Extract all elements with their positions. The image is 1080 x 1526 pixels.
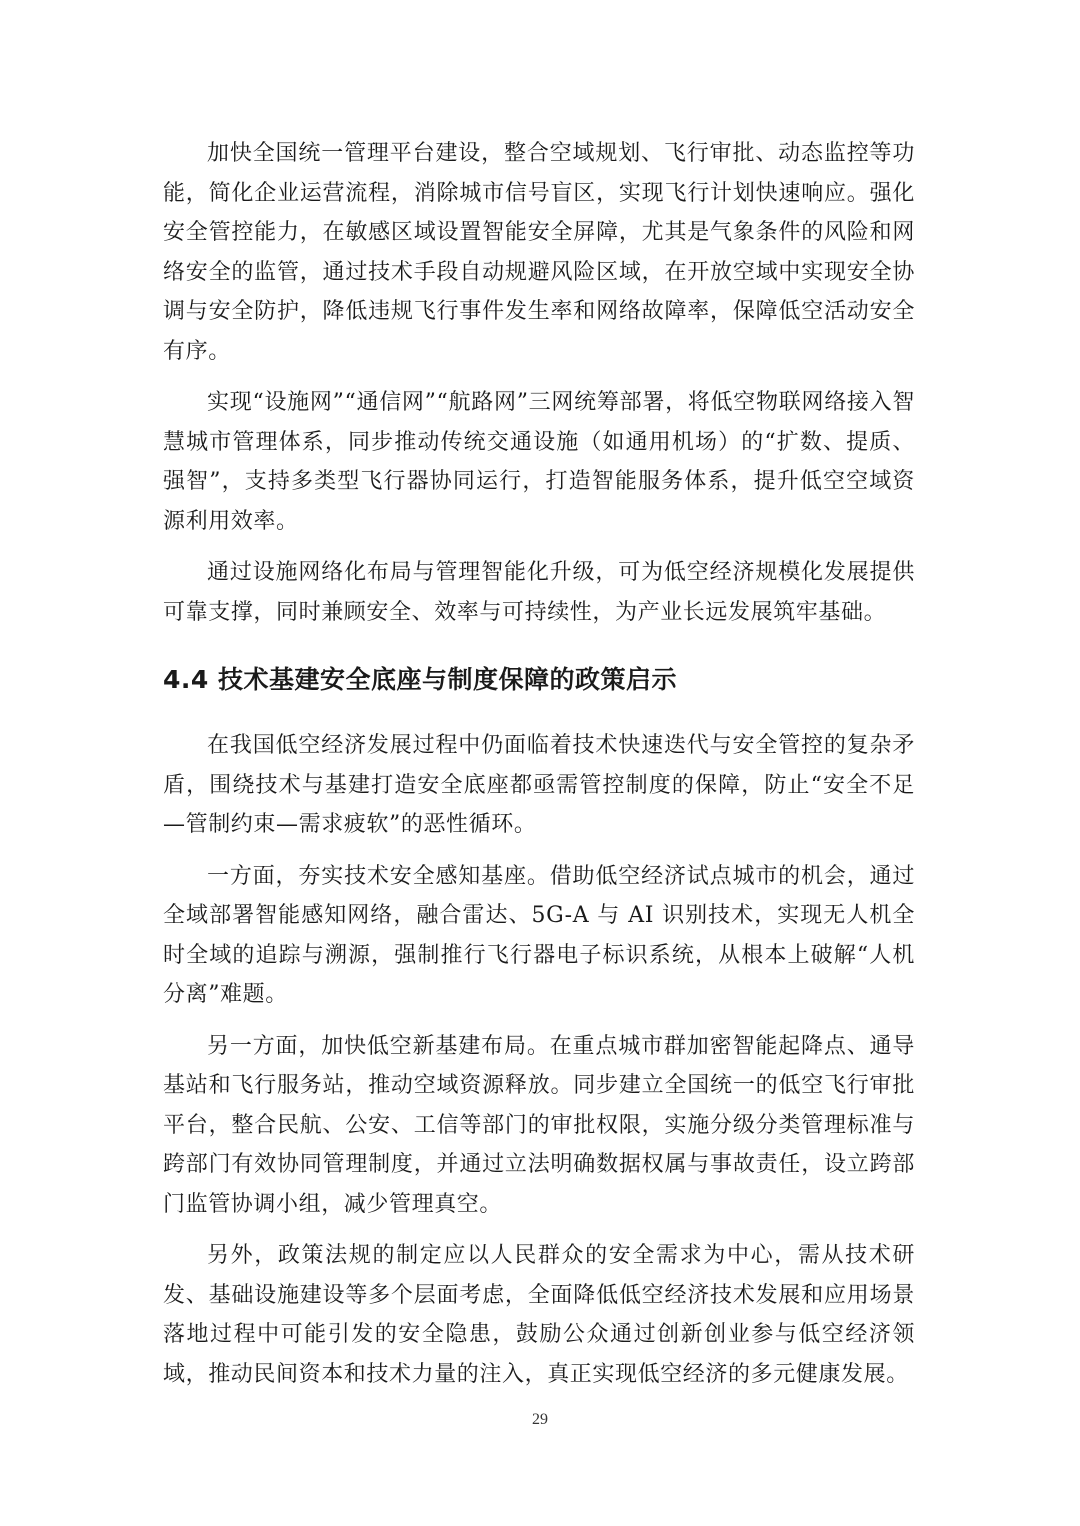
paragraph-platform-construction: 加快全国统一管理平台建设，整合空域规划、飞行审批、动态监控等功能，简化企业运营流程，消除城市信号盲区，实现飞行计划快速响应。强化安全管控能力，在敏感区域设置智能安全屏障，尤其是气象条件的风险和网络安全的监管，通过技术手段自动规避风险区域，在开放空域中实现安全协调与安全防护，降低违规飞行事件发生率和网络故障率，保障低空活动安全有序。 [163,141,915,364]
page-number: 29 [532,1411,548,1428]
section-heading: 4.4 技术基建安全底座与制度保障的政策启示 [163,665,677,694]
page-content [163,134,915,1406]
paragraph-policy-regulation: 另外，政策法规的制定应以人民群众的安全需求为中心，需从技术研发、基础设施建设等多个层面考虑，全面降低低空经济技术发展和应用场景落地过程中可能引发的安全隐患，鼓励公众通过创新创业参与低空经济领域，推动民间资本和技术力量的注入，真正实现低空经济的多元健康发展。 [163,1243,915,1387]
paragraph-new-infrastructure: 另一方面，加快低空新基建布局。在重点城市群加密智能起降点、通导基站和飞行服务站，推动空域资源释放。同步建立全国统一的低空飞行审批平台，整合民航、公安、工信等部门的审批权限，实施分级分类管理标准与跨部门有效协同管理制度，并通过立法明确数据权属与事故责任，设立跨部门监管协调小组，减少管理真空。 [163,1033,915,1217]
paragraph-network-layout: 通过设施网络化布局与管理智能化升级，可为低空经济规模化发展提供可靠支撑，同时兼顾安全、效率与可持续性，为产业长远发展筑牢基础。 [163,560,915,625]
paragraph-sensing-base: 一方面，夯实技术安全感知基座。借助低空经济试点城市的机会，通过全域部署智能感知网络，融合雷达、5G-A 与 AI 识别技术，实现无人机全时全域的追踪与溯源，强制推行飞行器电子标识系统，从根本上破解“人机分离”难题。 [163,863,915,1007]
paragraph-three-networks: 实现“设施网”“通信网”“航路网”三网统筹部署，将低空物联网络接入智慧城市管理体系，同步推动传统交通设施（如通用机场）的“扩数、提质、强智”，支持多类型飞行器协同运行，打造智能服务体系，提升低空空域资源利用效率。 [163,390,915,534]
paragraph-contradiction: 在我国低空经济发展过程中仍面临着技术快速迭代与安全管控的复杂矛盾，围绕技术与基建打造安全底座都亟需管控制度的保障，防止“安全不足—管制约束—需求疲软”的恶性循环。 [163,733,915,837]
